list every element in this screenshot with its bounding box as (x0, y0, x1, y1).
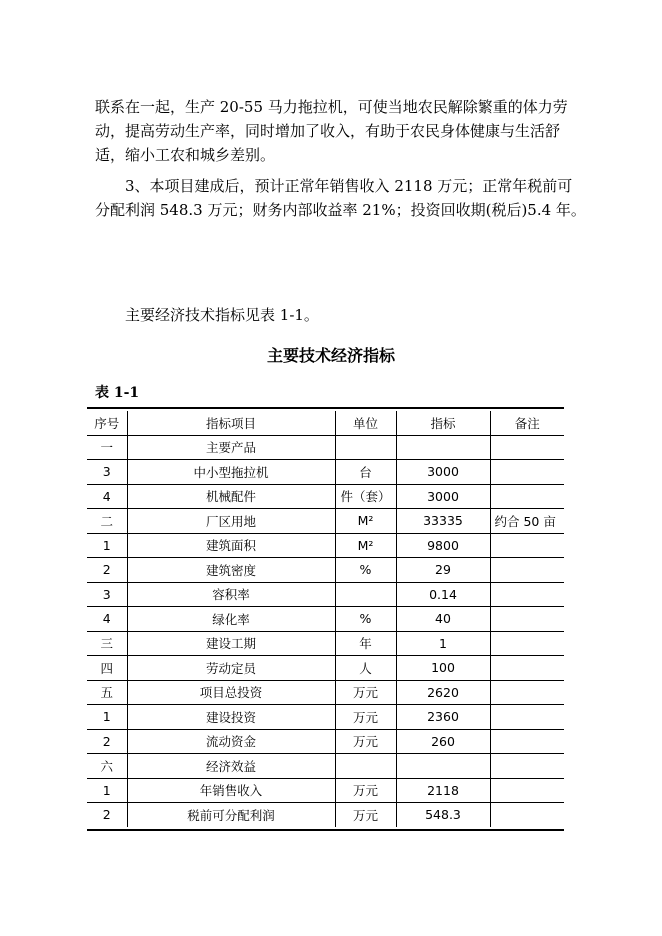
header-cell: 序号 (87, 411, 127, 435)
text-line: 分配利润 548.3 万元；财务内部收益率 21%；投资回收期(税后)5.4 年。 (95, 201, 586, 219)
table-cell: 4 (87, 607, 127, 632)
table-cell: 建设投资 (127, 705, 335, 730)
table-cell: 中小型拖拉机 (127, 460, 335, 485)
table-row (87, 558, 564, 583)
table-cell (335, 754, 396, 779)
table-row (87, 680, 564, 705)
table-row (87, 509, 564, 534)
table-cell: 2360 (396, 705, 490, 730)
table-cell (490, 778, 564, 803)
table-cell: 万元 (335, 680, 396, 705)
table-cell: 万元 (335, 729, 396, 754)
table-cell: 3 (87, 460, 127, 485)
table-cell: 万元 (335, 705, 396, 730)
paragraph-table-intro: 主要经济技术指标见表 1-1。 (125, 306, 319, 324)
table-cell (490, 607, 564, 632)
table-cell: % (335, 558, 396, 583)
table-cell: 33335 (396, 509, 490, 534)
table-cell (490, 729, 564, 754)
indicator-table (87, 411, 564, 827)
table-row (87, 435, 564, 460)
table-cell (490, 705, 564, 730)
table-cell: 件（套） (335, 484, 396, 509)
table-cell: 3000 (396, 484, 490, 509)
table-title: 主要技术经济指标 (266, 346, 395, 365)
table-cell: 3 (87, 582, 127, 607)
table-cell (490, 754, 564, 779)
table-body (87, 435, 564, 827)
table-cell: 100 (396, 656, 490, 681)
table-cell: 厂区用地 (127, 509, 335, 534)
table-cell: 台 (335, 460, 396, 485)
table-row (87, 631, 564, 656)
table-row (87, 754, 564, 779)
table-cell: 9800 (396, 533, 490, 558)
table-cell: 2 (87, 803, 127, 827)
table-row (87, 533, 564, 558)
header-cell: 指标 (396, 411, 490, 435)
table-cell: 六 (87, 754, 127, 779)
table-cell: 建设工期 (127, 631, 335, 656)
table-label: 表 1-1 (95, 385, 140, 401)
table-cell: M² (335, 509, 396, 534)
table-cell: 三 (87, 631, 127, 656)
table-cell: 税前可分配利润 (127, 803, 335, 827)
header-cell: 指标项目 (127, 411, 335, 435)
table-cell: 3000 (396, 460, 490, 485)
text-line: 3、本项目建成后，预计正常年销售收入 2118 万元；正常年税前可 (125, 177, 573, 195)
table-cell: 260 (396, 729, 490, 754)
table-cell: 年销售收入 (127, 778, 335, 803)
table-cell: 经济效益 (127, 754, 335, 779)
table-cell: 约合 50 亩 (490, 509, 564, 534)
table-row (87, 582, 564, 607)
table-cell: 劳动定员 (127, 656, 335, 681)
table-cell: 四 (87, 656, 127, 681)
table-cell: 0.14 (396, 582, 490, 607)
header-cell: 单位 (335, 411, 396, 435)
table-cell (490, 582, 564, 607)
table-cell: 建筑密度 (127, 558, 335, 583)
table-cell: 容积率 (127, 582, 335, 607)
table-cell (396, 754, 490, 779)
table-cell: 4 (87, 484, 127, 509)
table-cell: 万元 (335, 778, 396, 803)
table-row (87, 484, 564, 509)
table-cell: 项目总投资 (127, 680, 335, 705)
paragraph-financials (95, 174, 586, 222)
table-cell (490, 558, 564, 583)
table-cell: 绿化率 (127, 607, 335, 632)
table-cell: % (335, 607, 396, 632)
table-bottom-rule (87, 829, 564, 831)
table-cell: 建筑面积 (127, 533, 335, 558)
text-line: 联系在一起，生产 20-55 马力拖拉机，可使当地农民解除繁重的体力劳 (95, 98, 568, 116)
table-cell (335, 435, 396, 460)
table-cell (490, 484, 564, 509)
table-row (87, 656, 564, 681)
table-cell: 年 (335, 631, 396, 656)
table-cell: 2118 (396, 778, 490, 803)
table-cell: 一 (87, 435, 127, 460)
table-row (87, 729, 564, 754)
table-cell: 1 (87, 533, 127, 558)
table-row (87, 460, 564, 485)
table-row (87, 803, 564, 827)
table-cell (335, 582, 396, 607)
table-row (87, 607, 564, 632)
table-cell: 29 (396, 558, 490, 583)
paragraph-benefits (95, 95, 575, 167)
table-cell (396, 435, 490, 460)
table-cell: 548.3 (396, 803, 490, 827)
table-cell (490, 435, 564, 460)
header-cell: 备注 (490, 411, 564, 435)
table-row (87, 778, 564, 803)
table-cell: 二 (87, 509, 127, 534)
table-cell: 1 (396, 631, 490, 656)
indicator-table-wrapper (87, 407, 564, 831)
table-row (87, 705, 564, 730)
table-top-rule (87, 407, 564, 409)
table-cell: 流动资金 (127, 729, 335, 754)
table-cell (490, 803, 564, 827)
table-cell (490, 656, 564, 681)
table-cell: 五 (87, 680, 127, 705)
table-cell (490, 460, 564, 485)
table-cell: 万元 (335, 803, 396, 827)
table-cell: 2 (87, 729, 127, 754)
table-cell: 40 (396, 607, 490, 632)
table-cell: 1 (87, 705, 127, 730)
text-line: 动，提高劳动生产率，同时增加了收入，有助于农民身体健康与生活舒 (95, 122, 561, 140)
table-cell: 1 (87, 778, 127, 803)
table-cell: 机械配件 (127, 484, 335, 509)
table-header-row (87, 411, 564, 435)
table-cell: 2 (87, 558, 127, 583)
table-cell: M² (335, 533, 396, 558)
table-cell (490, 533, 564, 558)
text-line: 适，缩小工农和城乡差别。 (95, 146, 276, 164)
table-cell: 人 (335, 656, 396, 681)
table-cell: 2620 (396, 680, 490, 705)
table-cell: 主要产品 (127, 435, 335, 460)
table-cell (490, 680, 564, 705)
table-cell (490, 631, 564, 656)
